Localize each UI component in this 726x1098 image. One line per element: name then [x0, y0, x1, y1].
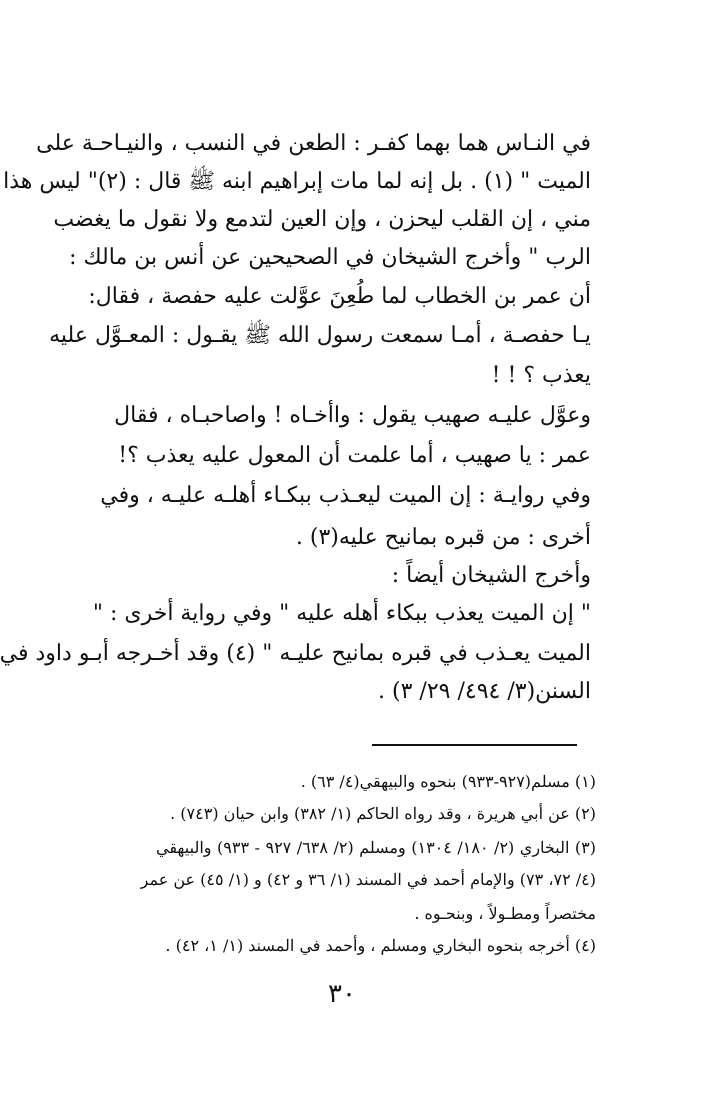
body-line: وأخرج الشيخان أيضاً : [391, 563, 591, 588]
body-line: يعذب ؟ ! ! [491, 363, 591, 388]
body-line: يـا حفصـة ، أمـا سمعت رسول الله ﷺ يقـول : المعـوَّل عليه [49, 323, 591, 348]
page-number: ٣٠ [328, 979, 356, 1009]
footnote-line: (٣) البخاري (٢/ ١٨٠/ ١٣٠٤) ومسلم (٢/ ٦٣٨/ ٩٢٧ - ٩٣٣) والبيهقي [156, 838, 596, 857]
body-line: وفي روايـة : إن الميت ليعـذب ببكـاء أهلـه عليـه ، وفي [100, 483, 591, 508]
footnote-line: مختصراً ومطـولاً ، وبنحـوه . [414, 904, 596, 923]
body-line: مني ، إن القلب ليحزن ، وإن العين لتدمع ولا نقول ما يغضب [53, 207, 591, 232]
footnote-line: (٤/ ٧٢، ٧٣) والإمام أحمد في المسند (١/ ٣٦ و ٤٢) و (١/ ٤٥) عن عمر [140, 870, 596, 889]
body-line: في النـاس هما بهما كفـر : الطعن في النسب ، والنيـاحـة على [36, 131, 591, 156]
footnote-separator [372, 744, 577, 746]
body-line: عمر : يا صهيب ، أما علمت أن المعول عليه يعذب ؟! [118, 443, 591, 468]
footnote-line: (٤) أخرجه بنحوه البخاري ومسلم ، وأحمد في المسند (١/ ١، ٤٢) . [165, 936, 596, 955]
body-line: أن عمر بن الخطاب لما طُعِنَ عوَّلت عليه حفصة ، فقال: [88, 284, 591, 309]
body-line: الميت " (١) . بل إنه لما مات إبراهيم ابنه ﷺ قال : (٢)" ليس هذا [3, 169, 591, 194]
body-line: أخرى : من قبره بمانيح عليه(٣) . [295, 525, 591, 550]
body-line: الميت يعـذب في قبره بمانيح عليـه " (٤) وقد أخـرجه أبـو داود في [0, 641, 591, 666]
footnote-line: (١) مسلم(٩٢٧-٩٣٣) بنحوه والبيهقي(٤/ ٦٣) . [300, 772, 596, 791]
body-line: السنن(٣/ ٤٩٤/ ٢٩/ ٣) . [378, 679, 591, 704]
footnote-line: (٢) عن أبي هريرة ، وقد رواه الحاكم (١/ ٣٨٢) وابن حيان (٧٤٣) . [170, 804, 596, 823]
body-line: " إن الميت يعذب ببكاء أهله عليه " وفي رواية أخرى : " [92, 601, 591, 626]
body-line: وعوَّل عليـه صهيب يقول : واأخـاه ! واصاحبـاه ، فقال [114, 403, 591, 428]
body-line: الرب " وأخرج الشيخان في الصحيحين عن أنس بن مالك : [69, 245, 591, 270]
